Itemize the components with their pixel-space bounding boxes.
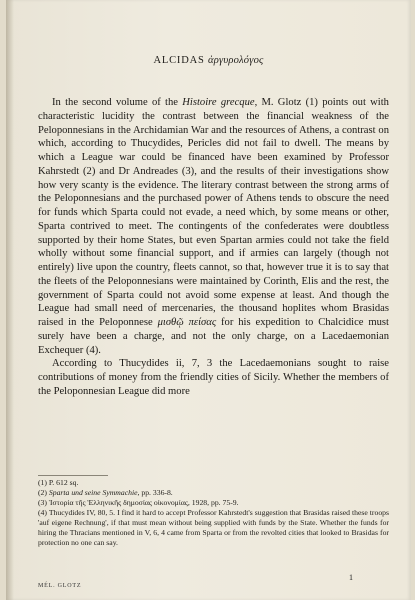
running-foot: MÉL. GLOTZ	[38, 583, 82, 589]
italic-text: Histoire grecque	[182, 97, 255, 108]
footnote-rule	[38, 475, 108, 476]
paragraph	[38, 96, 389, 357]
footnotes	[38, 478, 389, 548]
text-run: for his expedition to Chalcidice must surely have been a charge, and not the only charge, on a Lacedaemonian Exchequer (4).	[38, 317, 389, 356]
footnote	[38, 488, 389, 498]
text-run: , pp. 336-8.	[137, 488, 173, 497]
text-run: In the second volume of the	[52, 97, 183, 108]
italic-text: Sparta und seine Symmachie	[48, 488, 138, 497]
paragraph	[38, 357, 389, 398]
footnote	[38, 498, 389, 508]
text-run: (4) Thucydides IV, 80, 5. I find it hard to accept Professor Kahrstedt's suggestion that Brasidas raised these troops 'auf eigene Rechnung', if that must mean without being supplied with funds by the State. Whether the funds for hiring the Thracians mentioned in V, 6, 4 came from Sparta or from the revolted cities that looked to Brasidas for protection no one can say.	[38, 508, 389, 547]
footnote	[38, 508, 389, 548]
text-run: (1) P. 612 sq.	[38, 478, 79, 487]
text-run: , M. Glotz (1) points out with characteristic lucidity the contrast between the financial weakness of the Peloponnesians in the Archidamian War and the resources of Athens, a contrast on which, according to Thucydides, Pericles did not fail to dwell. The means by which a League war could be financed have been examined by Professor Kahrstedt (2) and Dr Andreades (3), and the results of their investigations show how very scanty is the evidence. The literary contrast between the strong arms of the Peloponnesians and the purchased power of Athens tends to obscure the need for funds which Sparta could not evade, a need which, by some means or other, Sparta contrived to meet. The contingents of the confederates were doubtless supported by their home States, but even Spartan armies could not take the field wholly without some financial support, and if armies can largely (though not entirely) live upon the country, fleets cannot, so that, however true it is to say that the fleets of the Peloponnesians were maintained by Corinth, Elis and the rest, the government of Sparta could not avoid some expense at least. And though the League had small need of mercenaries, the thousand hoplites whom Brasidas raised in the Peloponnese	[38, 97, 389, 328]
book-page	[6, 0, 411, 600]
text-run: (3) Ἱστορία τῆς Ἑλληνικῆς δημοσίας οἰκονομίας, 1928, pp. 75-9.	[38, 498, 239, 507]
body-text	[38, 96, 389, 399]
title-greek: ἀργυρολόγος	[208, 55, 264, 66]
gutter-shadow	[6, 0, 14, 600]
title-text: ALCIDAS	[153, 55, 205, 66]
page-number: 1	[349, 573, 353, 582]
text-run: According to Thucydides ii, 7, 3 the Lacedaemonians sought to raise contributions of money from the friendly cities of Sicily. Whether the members of the Peloponnesian League did more	[38, 358, 389, 397]
chapter-title	[6, 55, 411, 66]
italic-text: μισθῷ πείσας	[157, 317, 217, 328]
footnote	[38, 478, 389, 488]
text-run: (2)	[38, 488, 49, 497]
